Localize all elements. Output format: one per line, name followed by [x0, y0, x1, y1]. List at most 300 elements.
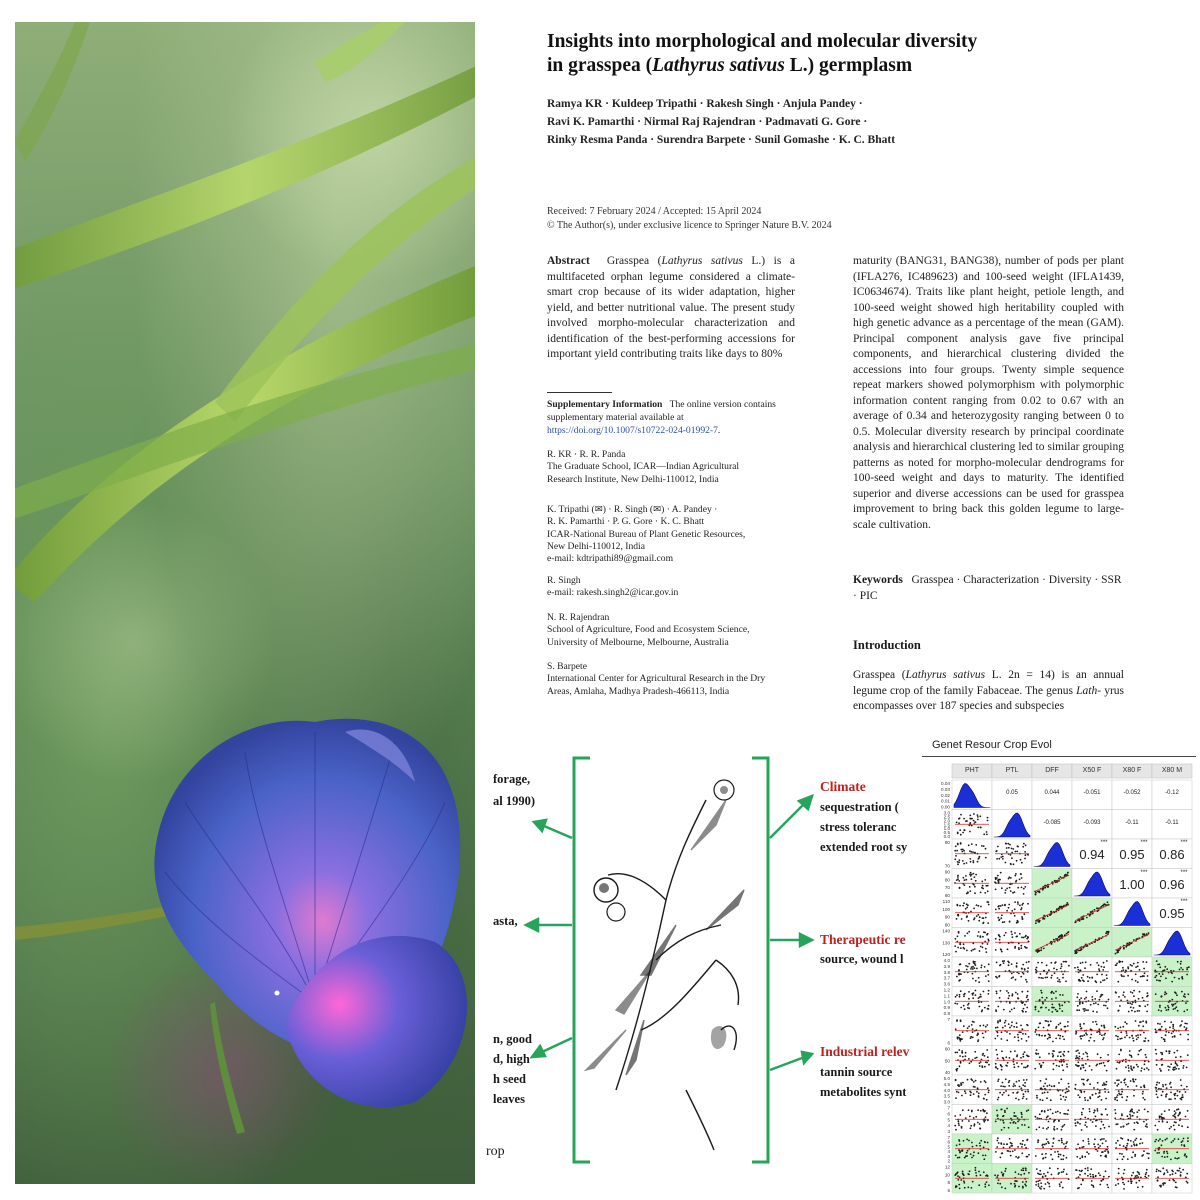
scatter-point [1145, 1054, 1147, 1056]
scatter-point [1056, 1026, 1058, 1028]
scatter-point [1180, 963, 1182, 965]
scatter-point [969, 1116, 971, 1118]
scatter-point [1123, 991, 1125, 993]
scatter-point [1130, 964, 1132, 966]
scatter-point [1078, 1058, 1080, 1060]
scatter-point [1123, 1173, 1125, 1175]
keywords [853, 573, 1124, 604]
scatter-point [962, 1173, 964, 1175]
scatter-point [959, 887, 961, 889]
scatter-point [1161, 1094, 1163, 1096]
scatter-point [1127, 1065, 1129, 1067]
scatter-point [1062, 1125, 1064, 1127]
scatter-point [1020, 1057, 1022, 1059]
scatter-point [973, 820, 975, 822]
scatter-point [995, 889, 997, 891]
scatter-point [1135, 1175, 1137, 1177]
scatter-point [1155, 1087, 1157, 1089]
scatter-point [1129, 1037, 1131, 1039]
scatter-point [1156, 1152, 1158, 1154]
scatter-point [998, 879, 1000, 881]
scatter-point [1058, 1156, 1060, 1158]
scatter-point [1170, 1092, 1172, 1094]
scatter-point [1182, 1094, 1184, 1096]
scatter-point [1132, 1172, 1134, 1174]
scatter-point [1178, 1113, 1180, 1115]
scatter-point [1114, 1099, 1116, 1101]
scatter-point [1095, 1116, 1097, 1118]
scatter-point [1083, 1010, 1085, 1012]
scatter-point [963, 1005, 965, 1007]
scatter-point [977, 935, 979, 937]
scatter-point [1092, 999, 1094, 1001]
scatter-point [1167, 1009, 1169, 1011]
scatter-point [1007, 1150, 1009, 1152]
scatter-point [965, 875, 967, 877]
scatter-point [1020, 873, 1022, 875]
scatter-point [1121, 1038, 1123, 1040]
scatter-point [1063, 1113, 1065, 1115]
scatter-point [1002, 1058, 1004, 1060]
scatter-point [1042, 977, 1044, 979]
scatter-point [1124, 1169, 1126, 1171]
scatter-point [1012, 1150, 1014, 1152]
scatter-point [987, 1119, 989, 1121]
scatter-point [982, 888, 984, 890]
scatter-point [1054, 972, 1056, 974]
scatter-point [1044, 1035, 1046, 1037]
scatter-point [1156, 1169, 1158, 1171]
left-text: leaves [493, 1092, 525, 1106]
scatter-point [997, 846, 999, 848]
scatter-point [1059, 1038, 1061, 1040]
scatter-point [969, 1170, 971, 1172]
scatter-point [1039, 1180, 1041, 1182]
scatter-point [1099, 1145, 1101, 1147]
scatter-point [1017, 1121, 1019, 1123]
scatter-point [1171, 981, 1173, 983]
scatter-point [955, 1080, 957, 1082]
scatter-point [983, 1158, 985, 1160]
scatter-point [1082, 974, 1084, 976]
scatter-point [1187, 1034, 1189, 1036]
scatter-point [1039, 1063, 1041, 1065]
scatter-point [972, 1028, 974, 1030]
scatter-point [1103, 1138, 1105, 1140]
doi-link[interactable]: https://doi.org/10.1007/s10722-024-01992-7 [547, 425, 718, 436]
scatter-point [1025, 979, 1027, 981]
scatter-point [1017, 887, 1019, 889]
scatter-point [1164, 1110, 1166, 1112]
scatter-point [955, 1155, 957, 1157]
scatter-point [1085, 997, 1087, 999]
scatter-point [1130, 1065, 1132, 1067]
scatter-point [1144, 1099, 1146, 1101]
scatter-point [1042, 889, 1044, 891]
scatter-point [1012, 848, 1014, 850]
scatter-point [987, 890, 989, 892]
scatter-point [969, 858, 971, 860]
scatter-point [1180, 1056, 1182, 1058]
scatter-point [1158, 1121, 1160, 1123]
scatter-point [968, 1120, 970, 1122]
scatter-point [1085, 1070, 1087, 1072]
scatter-point [1177, 1090, 1179, 1092]
scatter-point [1064, 961, 1066, 963]
scatter-point [1161, 1156, 1163, 1158]
scatter-point [1025, 1169, 1027, 1171]
scatter-point [975, 844, 977, 846]
scatter-point [1155, 1139, 1157, 1141]
scatter-point [1107, 1054, 1109, 1056]
scatter-point [983, 1171, 985, 1173]
axis-tick: 110 [942, 899, 950, 904]
scatter-point [972, 949, 974, 951]
scatter-point [1046, 997, 1048, 999]
scatter-point [1102, 980, 1104, 982]
scatter-point [1078, 1009, 1080, 1011]
scatter-point [1027, 1156, 1029, 1158]
scatter-point [1091, 1180, 1093, 1182]
scatter-point [1008, 1127, 1010, 1129]
scatter-point [1042, 1099, 1044, 1101]
scatter-point [1027, 903, 1029, 905]
scatter-point [1051, 1085, 1053, 1087]
scatter-point [1012, 892, 1014, 894]
scatter-point [957, 844, 959, 846]
scatter-point [1144, 1176, 1146, 1178]
scatter-point [1156, 1082, 1158, 1084]
scatter-point [1035, 969, 1037, 971]
scatter-point [1044, 1110, 1046, 1112]
scatter-point [1089, 1111, 1091, 1113]
scatter-point [1088, 1143, 1090, 1145]
scatter-point [970, 1092, 972, 1094]
scatter-point [1122, 1026, 1124, 1028]
axis-tick: 7 [947, 1135, 950, 1140]
scatter-point [1119, 1144, 1121, 1146]
scatter-point [1053, 992, 1055, 994]
scatter-point [1014, 875, 1016, 877]
scatter-point [987, 820, 989, 822]
scatter-point [1000, 964, 1002, 966]
scatter-point [957, 947, 959, 949]
scatter-point [1000, 872, 1002, 874]
scatter-point [1131, 1069, 1133, 1071]
scatter-point [1136, 1121, 1138, 1123]
scatter-point [1095, 1065, 1097, 1067]
scatter-point [977, 914, 979, 916]
scatter-point [1009, 883, 1011, 885]
scatter-point [974, 917, 976, 919]
scatter-point [959, 1055, 961, 1057]
scatter-point [1162, 1117, 1164, 1119]
scatter-point [978, 981, 980, 983]
scatter-point [962, 1171, 964, 1173]
scatter-point [1006, 1039, 1008, 1041]
scatter-point [988, 904, 990, 906]
scatter-point [966, 903, 968, 905]
axis-tick: 4 [947, 1123, 950, 1129]
scatter-point [954, 858, 956, 860]
scatter-point [1130, 970, 1132, 972]
scatter-point [1062, 977, 1064, 979]
column-header: X50 F [1082, 767, 1102, 774]
email-line[interactable]: e-mail: kdtripathi89@gmail.com [547, 553, 674, 565]
scatter-point [1009, 1151, 1011, 1153]
scatter-point [1000, 1157, 1002, 1159]
scatter-point [1101, 974, 1103, 976]
scatter-point [1065, 1096, 1067, 1098]
intro-cut-line: yrus encompasses over 187 species and subspecies [853, 684, 1125, 712]
axis-tick: 3.0 [943, 1099, 950, 1105]
scatter-point [1037, 1180, 1039, 1182]
scatter-point [1060, 876, 1062, 878]
axis-tick: 0.02 [941, 792, 950, 798]
scatter-point [1077, 1050, 1079, 1052]
scatter-point [1175, 1112, 1177, 1114]
scatter-point [1130, 1115, 1132, 1117]
scatter-point [1117, 1140, 1119, 1142]
scatter-point [968, 920, 970, 922]
scatter-point [1038, 1034, 1040, 1036]
scatter-point [1092, 1174, 1094, 1176]
scatter-point [1004, 892, 1006, 894]
scatter-point [1186, 1181, 1188, 1183]
scatter-point [1010, 1155, 1012, 1157]
scatter-point [1081, 1058, 1083, 1060]
scatter-point [1050, 1020, 1052, 1022]
scatter-point [963, 948, 965, 950]
scatter-point [983, 1098, 985, 1100]
scatter-point [975, 1172, 977, 1174]
scatter-point [1080, 1170, 1082, 1172]
scatter-point [1007, 1062, 1009, 1064]
scatter-point [1089, 977, 1091, 979]
scatter-point [979, 996, 981, 998]
scatter-point [1186, 967, 1188, 969]
scatter-point [968, 1140, 970, 1142]
scatter-point [1108, 1126, 1110, 1128]
scatter-point [1157, 1180, 1159, 1182]
scatter-point [1087, 1170, 1089, 1172]
scatter-point [1056, 1065, 1058, 1067]
scatter-point [1044, 1092, 1046, 1094]
scatter-point [1168, 1069, 1170, 1071]
scatter-point [967, 932, 969, 934]
scatter-point [1156, 1171, 1158, 1173]
scatter-point [1118, 1062, 1120, 1064]
scatter-point [1080, 1038, 1082, 1040]
scatter-point [1018, 1066, 1020, 1068]
scatter-point [1008, 1094, 1010, 1096]
scatter-point [1059, 1061, 1061, 1063]
scatter-point [998, 905, 1000, 907]
scatter-point [1001, 1153, 1003, 1155]
scatter-point [1023, 893, 1025, 895]
scatter-point [1188, 966, 1190, 968]
scatter-point [1026, 1054, 1028, 1056]
axis-tick: 1.0 [943, 999, 950, 1005]
scatter-point [1038, 1027, 1040, 1029]
scatter-point [1011, 857, 1013, 859]
scatter-point [1017, 1127, 1019, 1129]
scatter-point [1101, 1025, 1103, 1027]
scatter-point [1174, 1138, 1176, 1140]
scatter-point [983, 1025, 985, 1027]
scatter-point [988, 990, 990, 992]
scatter-point [1156, 1084, 1158, 1086]
scatter-point [1091, 977, 1093, 979]
scatter-point [1114, 1097, 1116, 1099]
scatter-point [1159, 1023, 1161, 1025]
scatter-point [984, 1094, 986, 1096]
scatter-point [980, 892, 982, 894]
scatter-point [1102, 1179, 1104, 1181]
scatter-point [977, 816, 979, 818]
scatter-point [955, 1129, 957, 1131]
axis-tick: 3.6 [943, 981, 950, 987]
scatter-point [1076, 1169, 1078, 1171]
scatter-point [957, 935, 959, 937]
scatter-point [1037, 1173, 1039, 1175]
scatter-point [1081, 1027, 1083, 1029]
correlation-coefficient: -0.051 [1083, 790, 1101, 796]
scatter-point [972, 973, 974, 975]
scatter-point [1128, 1123, 1130, 1125]
scatter-point [1125, 970, 1127, 972]
scatter-point [1063, 1143, 1065, 1145]
scatter-point [969, 850, 971, 852]
scatter-point [1020, 945, 1022, 947]
scatter-point [1146, 1153, 1148, 1155]
scatter-point [1143, 1085, 1145, 1087]
scatter-point [1001, 1109, 1003, 1111]
scatter-point [1116, 1085, 1118, 1087]
scatter-point [1052, 1145, 1054, 1147]
scatter-point [1077, 993, 1079, 995]
scatter-point [1022, 1140, 1024, 1142]
scatter-point [961, 1150, 963, 1152]
scatter-point [1062, 994, 1064, 996]
scatter-point [1181, 976, 1183, 978]
scatter-point [1088, 1141, 1090, 1143]
axis-tick: 6 [947, 1111, 950, 1117]
scatter-point [976, 1091, 978, 1093]
scatter-point [1074, 967, 1076, 969]
scatter-point [997, 1027, 999, 1029]
scatter-point [1043, 1173, 1045, 1175]
scatter-point [1059, 1005, 1061, 1007]
scatter-point [1133, 995, 1135, 997]
scatter-point [1187, 1110, 1189, 1112]
scatter-point [1061, 935, 1063, 937]
scatter-point [1142, 933, 1144, 935]
scatter-point [970, 1061, 972, 1063]
scatter-point [1171, 999, 1173, 1001]
scatter-point [1078, 1052, 1080, 1054]
scatter-point [996, 858, 998, 860]
scatter-point [1164, 1182, 1166, 1184]
keywords-list: Grasspea · Characterization · Diversity · SSR · PIC [853, 574, 1122, 602]
scatter-point [1141, 1155, 1143, 1157]
scatter-point [966, 950, 968, 952]
right-text: sequestration ( [820, 800, 899, 814]
scatter-point [1160, 1116, 1162, 1118]
scatter-point [1057, 1151, 1059, 1153]
scatter-point [1135, 966, 1137, 968]
scatter-point [1118, 1172, 1120, 1174]
scatter-point [1131, 1175, 1133, 1177]
axis-tick: 0.5 [943, 830, 950, 836]
scatter-point [1179, 1112, 1181, 1114]
scatter-point [1014, 1066, 1016, 1068]
scatter-point [1101, 1114, 1103, 1116]
email-line[interactable]: e-mail: rakesh.singh2@icar.gov.in [547, 587, 679, 599]
scatter-point [954, 945, 956, 947]
scatter-point [998, 908, 1000, 910]
scatter-point [1154, 1141, 1156, 1143]
scatter-point [959, 996, 961, 998]
scatter-point [1092, 1176, 1094, 1178]
scatter-point [1047, 915, 1049, 917]
scatter-point [1001, 1129, 1003, 1131]
scatter-point [1021, 1152, 1023, 1154]
scatter-point [1010, 1122, 1012, 1124]
scatter-point [1055, 1009, 1057, 1011]
scatter-point [997, 875, 999, 877]
scatter-point [1018, 1040, 1020, 1042]
scatter-point [957, 875, 959, 877]
scatter-point [1129, 1050, 1131, 1052]
scatter-point [1020, 859, 1022, 861]
scatter-point [1165, 1034, 1167, 1036]
scatter-point [973, 1155, 975, 1157]
scatter-point [1021, 1169, 1023, 1171]
scatter-point [973, 813, 975, 815]
scatter-point [1147, 1004, 1149, 1006]
scatter-point [982, 1109, 984, 1111]
scatter-point [1011, 995, 1013, 997]
right-arrows [770, 796, 812, 1070]
scatter-point [1045, 1153, 1047, 1155]
scatter-point [1015, 1156, 1017, 1158]
scatter-point [1037, 921, 1039, 923]
scatter-point [1137, 1054, 1139, 1056]
scatter-point [1055, 997, 1057, 999]
scatter-point [1094, 1146, 1096, 1148]
scatter-point [983, 845, 985, 847]
left-text: d, high [493, 1052, 530, 1066]
scatter-point [1013, 1112, 1015, 1114]
scatter-point [1014, 901, 1016, 903]
scatter-point [1013, 1007, 1015, 1009]
scatter-point [1173, 1004, 1175, 1006]
scatter-point [1182, 1067, 1184, 1069]
scatter-point [1048, 1033, 1050, 1035]
scatter-point [1040, 949, 1042, 951]
scatter-point [1059, 1008, 1061, 1010]
scatter-point [1004, 905, 1006, 907]
scatter-point [1117, 1183, 1119, 1185]
scatter-point [1095, 1175, 1097, 1177]
scatter-point [1158, 1009, 1160, 1011]
scatter-point [1174, 1069, 1176, 1071]
scatter-point [1106, 974, 1108, 976]
scatter-point [1126, 1032, 1128, 1034]
scatter-point [1026, 938, 1028, 940]
scatter-point [985, 975, 987, 977]
